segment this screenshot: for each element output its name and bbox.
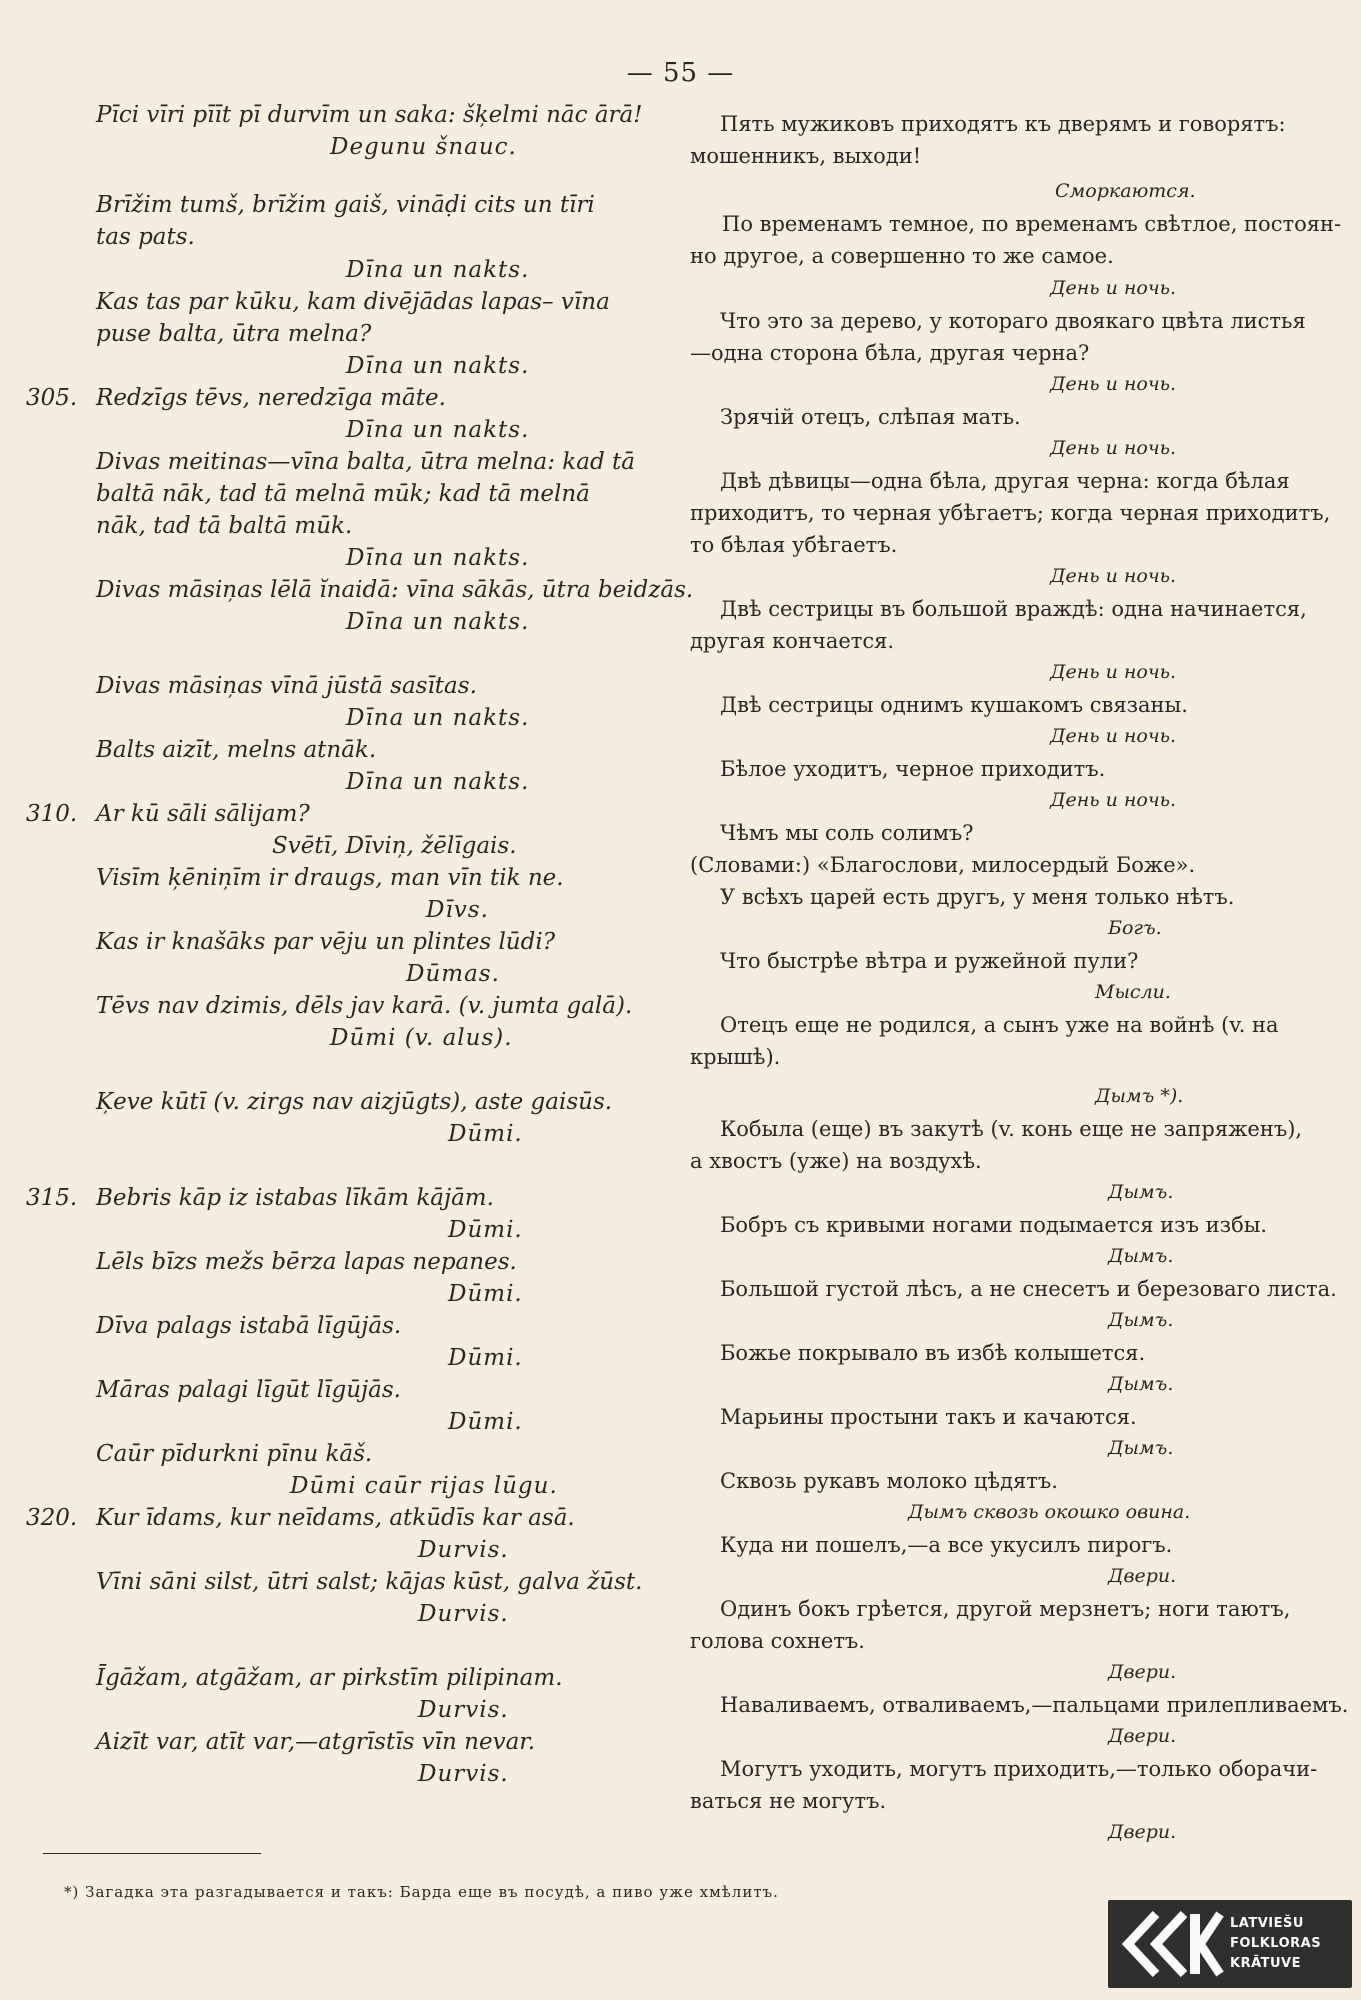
latvian-answer: Dūmi.: [448, 1121, 523, 1147]
latvian-riddle-line: Pīci vīri pīīt pī durvīm un saka: šķelmi nāc ārā!: [96, 102, 643, 128]
latvian-answer: Durvis.: [418, 1761, 509, 1787]
latvian-riddle-line: Caūr pīdurkni pīnu kāš.: [96, 1441, 373, 1467]
russian-answer: Дымъ *).: [1095, 1085, 1184, 1107]
russian-riddle-line: Двѣ сестрицы однимъ кушакомъ связаны.: [720, 693, 1188, 717]
latvian-answer: Dīvs.: [426, 897, 489, 923]
logo-line-3: KRĀTUVE: [1230, 1956, 1302, 1971]
latvian-riddle-line: Dīva palags istabā līgūjās.: [96, 1313, 402, 1339]
latvian-answer: Dīna un nakts.: [346, 705, 530, 731]
latvian-riddle-line: Ķeve kūtī (v. zirgs nav aizjūgts), aste gaisūs.: [96, 1089, 613, 1115]
russian-answer: День и ночь.: [1050, 789, 1177, 811]
latvian-answer: Dūmi.: [448, 1345, 523, 1371]
archive-logo-mark-icon: [1116, 1908, 1226, 1980]
russian-riddle-line: ваться не могутъ.: [690, 1789, 887, 1813]
latvian-riddle-line: Tēvs nav dzimis, dēls jav karā. (v. jumta galā).: [96, 993, 633, 1019]
russian-answer: День и ночь.: [1050, 725, 1177, 747]
latvian-riddle-line: Vīni sāni silst, ūtri salst; kājas kūst, galva žūst.: [96, 1569, 643, 1595]
russian-riddle-line: Могутъ уходить, могутъ приходить,—только оборачи-: [720, 1757, 1318, 1781]
latvian-answer: Durvis.: [418, 1601, 509, 1627]
latvian-riddle-line: Bebris kāp iz istabas līkām kājām.: [96, 1185, 494, 1211]
russian-answer: День и ночь.: [1050, 277, 1177, 299]
archive-logo: [1108, 1900, 1352, 1988]
latvian-riddle-line: Aizīt var, atīt var,—atgrīstīs vīn nevar.: [96, 1729, 536, 1755]
russian-riddle-line: крышѣ).: [690, 1045, 781, 1069]
russian-riddle-line: Пять мужиковъ приходятъ къ дверямъ и говорятъ:: [720, 112, 1286, 136]
russian-answer: День и ночь.: [1050, 565, 1177, 587]
russian-riddle-line: Сквозь рукавъ молоко цѣдятъ.: [720, 1469, 1058, 1493]
latvian-riddle-line: Svētī, Dīviņ, žēlīgais.: [272, 833, 517, 859]
russian-riddle-line: У всѣхъ царей есть другъ, у меня только нѣтъ.: [720, 885, 1235, 909]
latvian-riddle-line: Māras palagi līgūt līgūjās.: [96, 1377, 401, 1403]
latvian-riddle-line: nāk, tad tā baltā mūk.: [96, 513, 353, 539]
latvian-answer: Dūmi.: [448, 1409, 523, 1435]
russian-riddle-line: (Словами:) «Благослови, милосердый Боже».: [690, 853, 1196, 877]
russian-riddle-line: Одинъ бокъ грѣется, другой мерзнетъ; ноги таютъ,: [720, 1597, 1291, 1621]
russian-riddle-line: Отецъ еще не родился, а сынъ уже на войнѣ (v. на: [720, 1013, 1279, 1037]
page-number: — 55 —: [626, 58, 735, 88]
latvian-answer: Dīna un nakts.: [346, 353, 530, 379]
latvian-answer: Dīna un nakts.: [346, 769, 530, 795]
russian-riddle-line: голова сохнетъ.: [690, 1629, 865, 1653]
riddle-number: 320.: [26, 1505, 78, 1531]
russian-riddle-line: то бѣлая убѣгаетъ.: [690, 533, 898, 557]
russian-answer: Богъ.: [1108, 917, 1162, 939]
russian-riddle-line: Куда ни пошелъ,—а все укусилъ пирогъ.: [720, 1533, 1173, 1557]
russian-riddle-line: Чѣмъ мы соль солимъ?: [720, 821, 974, 845]
latvian-riddle-line: Divas māsiņas lēlā ĭnaidā: vīna sākās, ūtra beidzās.: [96, 577, 694, 603]
russian-answer: Двери.: [1108, 1565, 1177, 1587]
russian-answer: Мысли.: [1095, 981, 1171, 1003]
latvian-riddle-line: Īgāžam, atgāžam, ar pirkstīm pilipinam.: [96, 1665, 563, 1691]
russian-riddle-line: Наваливаемъ, отваливаемъ,—пальцами прилепливаемъ.: [720, 1693, 1349, 1717]
latvian-answer: Dīna un nakts.: [346, 417, 530, 443]
russian-riddle-line: Большой густой лѣсъ, а не снесетъ и березоваго листа.: [720, 1277, 1337, 1301]
latvian-riddle-line: Visīm ķēniņīm ir draugs, man vīn tik ne.: [96, 865, 564, 891]
latvian-riddle-line: Kas ir knašāks par vēju un plintes lūdi?: [96, 929, 556, 955]
russian-answer: Дымъ.: [1108, 1245, 1174, 1267]
russian-riddle-line: но другое, а совершенно то же самое.: [690, 244, 1114, 268]
latvian-answer: Durvis.: [418, 1537, 509, 1563]
latvian-answer: Degunu šnauc.: [330, 134, 517, 160]
russian-answer: Дымъ.: [1108, 1373, 1174, 1395]
latvian-riddle-line: Kur īdams, kur neīdams, atkūdīs kar asā.: [96, 1505, 575, 1531]
russian-riddle-line: Что быстрѣе вѣтра и ружейной пули?: [720, 949, 1139, 973]
logo-line-2: FOLKLORAS: [1230, 1936, 1322, 1951]
russian-answer: Дымъ.: [1108, 1181, 1174, 1203]
latvian-riddle-line: Ar kū sāli sālijam?: [96, 801, 310, 827]
latvian-answer: Dīna un nakts.: [346, 545, 530, 571]
russian-answer: Дымъ.: [1108, 1437, 1174, 1459]
russian-answer: Дымъ.: [1108, 1309, 1174, 1331]
logo-line-1: LATVIEŠU: [1230, 1916, 1304, 1931]
latvian-riddle-line: tas pats.: [96, 224, 195, 250]
riddle-number: 310.: [26, 801, 78, 827]
russian-riddle-line: Бобръ съ кривыми ногами подымается изъ избы.: [720, 1213, 1268, 1237]
latvian-riddle-line: baltā nāk, tad tā melnā mūk; kad tā melnā: [96, 481, 590, 507]
russian-riddle-line: Двѣ дѣвицы—одна бѣла, другая черна: когда бѣлая: [720, 469, 1290, 493]
latvian-riddle-line: Divas meitinas—vīna balta, ūtra melna: kad tā: [96, 449, 635, 475]
archive-logo-text: [1230, 1914, 1321, 1974]
latvian-riddle-line: Divas māsiņas vīnā jūstā sasītas.: [96, 673, 477, 699]
russian-riddle-line: Двѣ сестрицы въ большой враждѣ: одна начинается,: [720, 597, 1307, 621]
russian-riddle-line: Божье покрывало въ избѣ колышется.: [720, 1341, 1146, 1365]
footnote-rule: [43, 1853, 261, 1854]
russian-riddle-line: Что это за дерево, у котораго двоякаго цвѣта листья: [720, 309, 1306, 333]
russian-riddle-line: Марьины простыни такъ и качаются.: [720, 1405, 1137, 1429]
russian-riddle-line: Кобыла (еще) въ закутѣ (v. конь еще не запряженъ),: [720, 1117, 1303, 1141]
russian-riddle-line: —одна сторона бѣла, другая черна?: [690, 341, 1090, 365]
russian-answer: Двери.: [1108, 1725, 1177, 1747]
latvian-riddle-line: Balts aizīt, melns atnāk.: [96, 737, 377, 763]
russian-riddle-line: По временамъ темное, по временамъ свѣтлое, постоян-: [722, 212, 1342, 236]
latvian-riddle-line: Brīžim tumš, brīžim gaiš, vināḍi cits un tīri: [96, 192, 595, 218]
latvian-answer: Dūmi.: [448, 1281, 523, 1307]
russian-riddle-line: Зрячій отецъ, слѣпая мать.: [720, 405, 1021, 429]
latvian-answer: Dīna un nakts.: [346, 257, 530, 283]
russian-answer: День и ночь.: [1050, 437, 1177, 459]
riddle-number: 305.: [26, 385, 78, 411]
russian-riddle-line: мошенникъ, выходи!: [690, 144, 922, 168]
russian-answer: Двери.: [1108, 1821, 1177, 1843]
russian-answer: Дымъ сквозь окошко овина.: [908, 1501, 1191, 1523]
latvian-answer: Dūmi caūr rijas lūgu.: [290, 1473, 558, 1499]
russian-riddle-line: другая кончается.: [690, 629, 895, 653]
russian-answer: День и ночь.: [1050, 661, 1177, 683]
russian-answer: День и ночь.: [1050, 373, 1177, 395]
latvian-riddle-line: Lēls bīzs mežs bērza lapas nepanes.: [96, 1249, 517, 1275]
latvian-riddle-line: Kas tas par kūku, kam divējādas lapas– vīna: [96, 289, 610, 315]
latvian-answer: Durvis.: [418, 1697, 509, 1723]
latvian-answer: Dīna un nakts.: [346, 609, 530, 635]
footnote: *) Загадка эта разгадывается и такъ: Барда еще въ посудѣ, а пиво уже хмѣлитъ.: [64, 1883, 779, 1901]
russian-riddle-line: приходитъ, то черная убѣгаетъ; когда черная приходитъ,: [690, 501, 1331, 525]
latvian-answer: Dūmi.: [448, 1217, 523, 1243]
russian-riddle-line: а хвостъ (уже) на воздухѣ.: [690, 1149, 982, 1173]
russian-answer: Сморкаются.: [1055, 180, 1196, 202]
riddle-number: 315.: [26, 1185, 78, 1211]
russian-riddle-line: Бѣлое уходитъ, черное приходитъ.: [720, 757, 1106, 781]
russian-answer: Двери.: [1108, 1661, 1177, 1683]
latvian-riddle-line: puse balta, ūtra melna?: [96, 321, 372, 347]
latvian-answer: Dūmas.: [406, 961, 500, 987]
latvian-riddle-line: Redzīgs tēvs, neredzīga māte.: [96, 385, 446, 411]
latvian-answer: Dūmi (v. alus).: [330, 1025, 513, 1051]
